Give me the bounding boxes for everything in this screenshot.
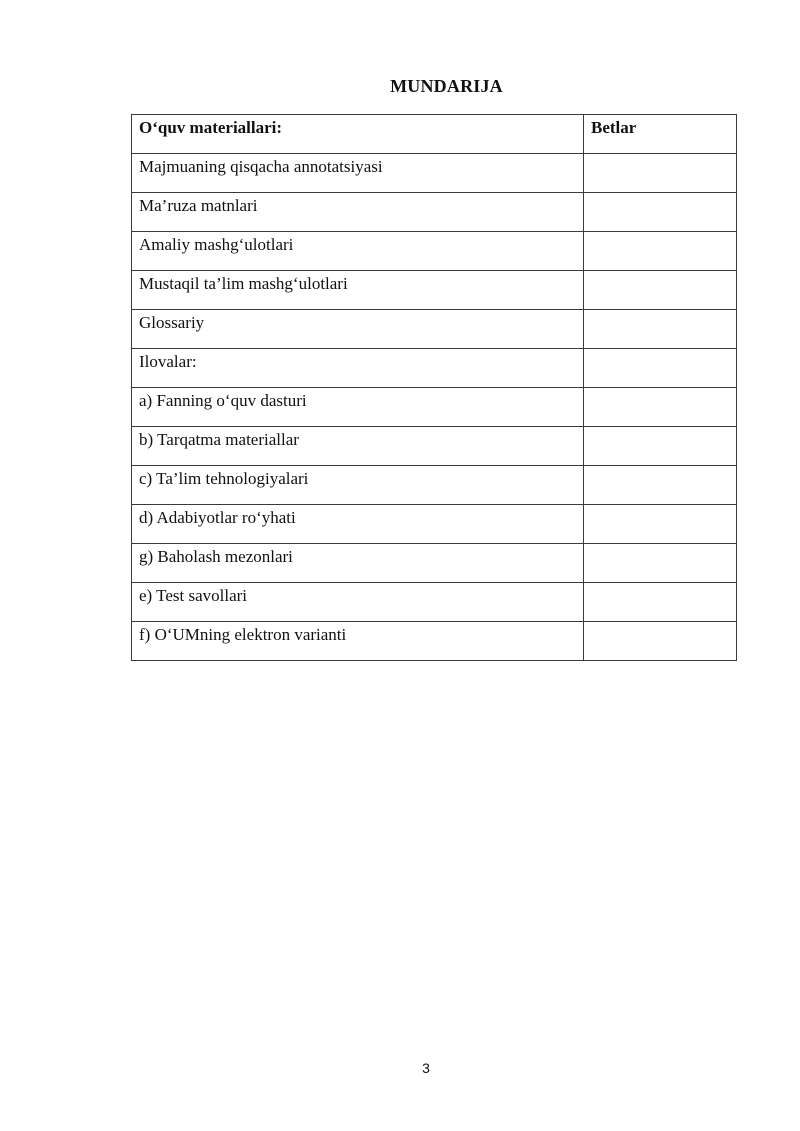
row-item-cell bbox=[132, 583, 584, 622]
table-row bbox=[132, 310, 737, 349]
table-row bbox=[132, 505, 737, 544]
row-item-label: Mustaqil ta’lim mashg‘ulotlari bbox=[139, 274, 348, 293]
row-item-cell bbox=[132, 232, 584, 271]
table-row bbox=[132, 622, 737, 661]
row-item-cell bbox=[132, 310, 584, 349]
row-pages-cell bbox=[584, 310, 737, 349]
row-pages-value bbox=[591, 427, 729, 429]
row-item-label: b) Tarqatma materiallar bbox=[139, 430, 299, 449]
table-row bbox=[132, 544, 737, 583]
row-pages-value bbox=[591, 583, 729, 585]
row-item-label: d) Adabiyotlar ro‘yhati bbox=[139, 508, 296, 527]
row-item-cell bbox=[132, 544, 584, 583]
row-pages-cell bbox=[584, 544, 737, 583]
row-pages-value bbox=[591, 310, 729, 312]
table-row bbox=[132, 583, 737, 622]
row-pages-cell bbox=[584, 349, 737, 388]
row-item-label: Ma’ruza matnlari bbox=[139, 196, 258, 215]
row-pages-value bbox=[591, 505, 729, 507]
row-pages-value bbox=[591, 154, 729, 156]
row-pages-value bbox=[591, 232, 729, 234]
row-item-label: f) O‘UMning elektron varianti bbox=[139, 625, 347, 644]
header-materials-label: O‘quv materiallari: bbox=[139, 118, 283, 137]
table-row bbox=[132, 193, 737, 232]
row-item-label: Glossariy bbox=[139, 313, 205, 332]
row-pages-value bbox=[591, 466, 729, 468]
row-item-cell bbox=[132, 193, 584, 232]
row-item-cell bbox=[132, 349, 584, 388]
row-pages-cell bbox=[584, 622, 737, 661]
row-pages-cell bbox=[584, 193, 737, 232]
row-item-label: a) Fanning o‘quv dasturi bbox=[139, 391, 307, 410]
row-item-label: g) Baholash mezonlari bbox=[139, 547, 293, 566]
table-row bbox=[132, 154, 737, 193]
table-row bbox=[132, 427, 737, 466]
row-pages-value bbox=[591, 193, 729, 195]
row-pages-value bbox=[591, 349, 729, 351]
row-pages-cell bbox=[584, 388, 737, 427]
row-item-cell bbox=[132, 427, 584, 466]
row-pages-cell bbox=[584, 232, 737, 271]
table-row bbox=[132, 349, 737, 388]
row-item-label: e) Test savollari bbox=[139, 586, 248, 605]
table-row bbox=[132, 388, 737, 427]
row-item-label: Majmuaning qisqacha annotatsiyasi bbox=[139, 157, 383, 176]
row-item-cell bbox=[132, 466, 584, 505]
row-pages-value bbox=[591, 388, 729, 390]
table-row bbox=[132, 271, 737, 310]
row-item-label: Amaliy mashg‘ulotlari bbox=[139, 235, 294, 254]
row-item-label: Ilovalar: bbox=[139, 352, 197, 371]
row-pages-cell bbox=[584, 154, 737, 193]
row-item-cell bbox=[132, 271, 584, 310]
contents-table bbox=[131, 114, 737, 661]
row-item-cell bbox=[132, 388, 584, 427]
header-pages bbox=[584, 115, 737, 154]
header-materials bbox=[132, 115, 584, 154]
page-number: 3 bbox=[422, 1060, 430, 1076]
row-pages-cell bbox=[584, 466, 737, 505]
row-pages-cell bbox=[584, 271, 737, 310]
table-header-row bbox=[132, 115, 737, 154]
row-pages-cell bbox=[584, 583, 737, 622]
row-pages-cell bbox=[584, 427, 737, 466]
page-title: MUNDARIJA bbox=[390, 76, 503, 96]
header-pages-label: Betlar bbox=[591, 118, 637, 137]
row-pages-value bbox=[591, 271, 729, 273]
row-item-label: c) Ta’lim tehnologiyalari bbox=[139, 469, 309, 488]
table-row bbox=[132, 466, 737, 505]
row-item-cell bbox=[132, 622, 584, 661]
row-pages-value bbox=[591, 544, 729, 546]
row-pages-cell bbox=[584, 505, 737, 544]
row-item-cell bbox=[132, 154, 584, 193]
table-row bbox=[132, 232, 737, 271]
row-item-cell bbox=[132, 505, 584, 544]
row-pages-value bbox=[591, 622, 729, 624]
